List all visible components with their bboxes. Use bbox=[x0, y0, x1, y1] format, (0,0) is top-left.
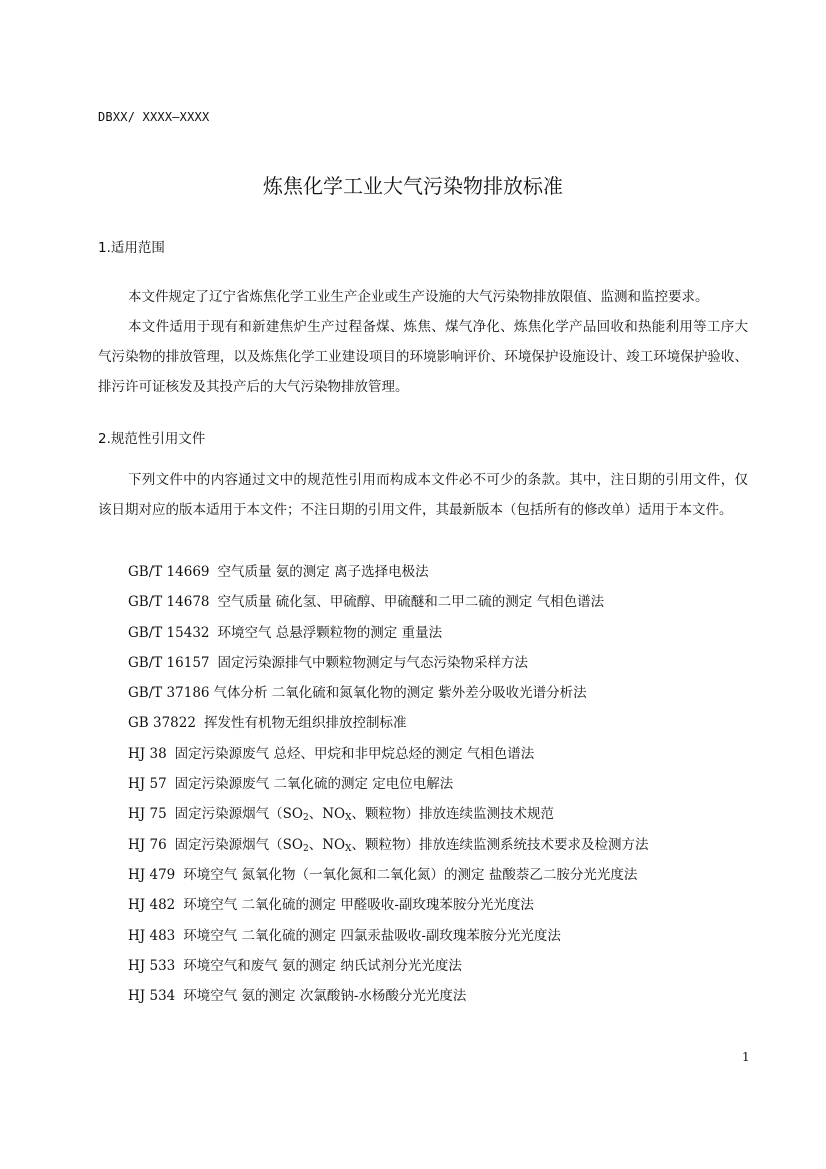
scope-paragraph-2: 本文件适用于现有和新建焦炉生产过程备煤、炼焦、煤气净化、炼焦化学产品回收和热能利用等工序大气污染物的排放管理，以及炼焦化学工业建设项目的环境影响评价、环境保护设施设计、竣工环境保护验收、排污许可证核发及其投产后的大气污染物排放管理。 bbox=[98, 319, 748, 395]
section-heading-references: 2.规范性引用文件 bbox=[98, 431, 206, 447]
list-item bbox=[128, 921, 649, 951]
reference-code: HJ 483 bbox=[128, 927, 176, 944]
reference-code: HJ 75 bbox=[128, 806, 167, 823]
reference-title: 环境空气 二氧化硫的测定 甲醛吸收-副玫瑰苯胺分光光度法 bbox=[183, 897, 534, 914]
list-item bbox=[128, 739, 649, 769]
reference-title bbox=[175, 830, 649, 864]
subscript: 2 bbox=[302, 813, 309, 824]
reference-title: 固定污染源排气中颗粒物测定与气态污染物采样方法 bbox=[217, 654, 528, 671]
list-item bbox=[128, 587, 649, 617]
list-item bbox=[128, 830, 649, 860]
reference-title: 挥发性有机物无组织排放控制标准 bbox=[203, 715, 407, 732]
reference-code: GB/T 15432 bbox=[128, 624, 210, 641]
subscript: X bbox=[345, 813, 352, 824]
list-item bbox=[128, 860, 649, 890]
list-item bbox=[128, 799, 649, 829]
reference-title: 空气质量 氨的测定 离子选择电极法 bbox=[217, 564, 429, 580]
reference-title bbox=[175, 799, 554, 833]
reference-title: 气体分析 二氧化硫和氮氧化物的测定 紫外差分吸收光谱分析法 bbox=[213, 685, 587, 702]
reference-code: HJ 38 bbox=[128, 745, 167, 762]
list-item bbox=[128, 951, 649, 981]
page-number: 1 bbox=[742, 1050, 750, 1064]
reference-code: GB/T 14669 bbox=[128, 564, 210, 580]
subscript: X bbox=[345, 843, 352, 854]
reference-title: 环境空气 二氧化硫的测定 四氯汞盐吸收-副玫瑰苯胺分光光度法 bbox=[183, 927, 561, 944]
references-intro: 下列文件中的内容通过文中的规范性引用而构成本文件必不可少的条款。其中，注日期的引用文件，仅该日期对应的版本适用于本文件；不注日期的引用文件，其最新版本（包括所有的修改单）适用于本文件。 bbox=[98, 472, 748, 518]
reference-code: GB/T 14678 bbox=[128, 594, 210, 611]
reference-title: 固定污染源废气 总烃、甲烷和非甲烷总烃的测定 气相色谱法 bbox=[174, 745, 535, 762]
list-item bbox=[128, 708, 649, 738]
reference-code: HJ 57 bbox=[128, 776, 167, 793]
list-item bbox=[128, 678, 649, 708]
reference-code: HJ 76 bbox=[128, 836, 167, 853]
section-heading-scope: 1.适用范围 bbox=[98, 240, 165, 256]
reference-title-part: 、颗粒物）排放连续监测系统技术要求及检测方法 bbox=[351, 836, 649, 853]
document-title: 炼焦化学工业大气污染物排放标准 bbox=[263, 174, 563, 198]
list-item bbox=[128, 769, 649, 799]
reference-title-part: 、NO bbox=[308, 806, 346, 823]
reference-list bbox=[128, 557, 649, 1011]
reference-code: HJ 534 bbox=[128, 988, 176, 1005]
subscript: 2 bbox=[302, 843, 309, 854]
reference-code: HJ 479 bbox=[128, 866, 176, 883]
reference-title: 环境空气 氨的测定 次氯酸钠-水杨酸分光光度法 bbox=[183, 988, 467, 1005]
reference-code: HJ 533 bbox=[128, 957, 176, 974]
reference-title-part: 、颗粒物）排放连续监测技术规范 bbox=[351, 806, 555, 823]
reference-title: 环境空气和废气 氨的测定 纳氏试剂分光光度法 bbox=[183, 957, 462, 974]
reference-code: HJ 482 bbox=[128, 897, 176, 914]
list-item bbox=[128, 648, 649, 678]
document-code: DBXX/ XXXX—XXXX bbox=[98, 110, 210, 124]
reference-title-part: 固定污染源烟气（SO bbox=[174, 806, 303, 823]
reference-title-part: 固定污染源烟气（SO bbox=[174, 836, 303, 853]
reference-title: 环境空气 氮氧化物（一氧化氮和二氧化氮）的测定 盐酸萘乙二胺分光光度法 bbox=[183, 866, 638, 883]
scope-paragraph-1: 本文件规定了辽宁省炼焦化学工业生产企业或生产设施的大气污染物排放限值、监测和监控要求。 bbox=[128, 289, 709, 305]
list-item bbox=[128, 618, 649, 648]
reference-title: 环境空气 总悬浮颗粒物的测定 重量法 bbox=[217, 624, 443, 641]
reference-code: GB 37822 bbox=[128, 715, 196, 732]
reference-title: 空气质量 硫化氢、甲硫醇、甲硫醚和二甲二硫的测定 气相色谱法 bbox=[217, 594, 605, 611]
reference-title: 固定污染源废气 二氧化硫的测定 定电位电解法 bbox=[174, 776, 454, 793]
reference-code: GB/T 37186 bbox=[128, 685, 210, 702]
list-item bbox=[128, 890, 649, 920]
list-item bbox=[128, 981, 649, 1011]
reference-code: GB/T 16157 bbox=[128, 654, 210, 671]
list-item bbox=[128, 557, 649, 587]
reference-title-part: 、NO bbox=[308, 836, 346, 853]
